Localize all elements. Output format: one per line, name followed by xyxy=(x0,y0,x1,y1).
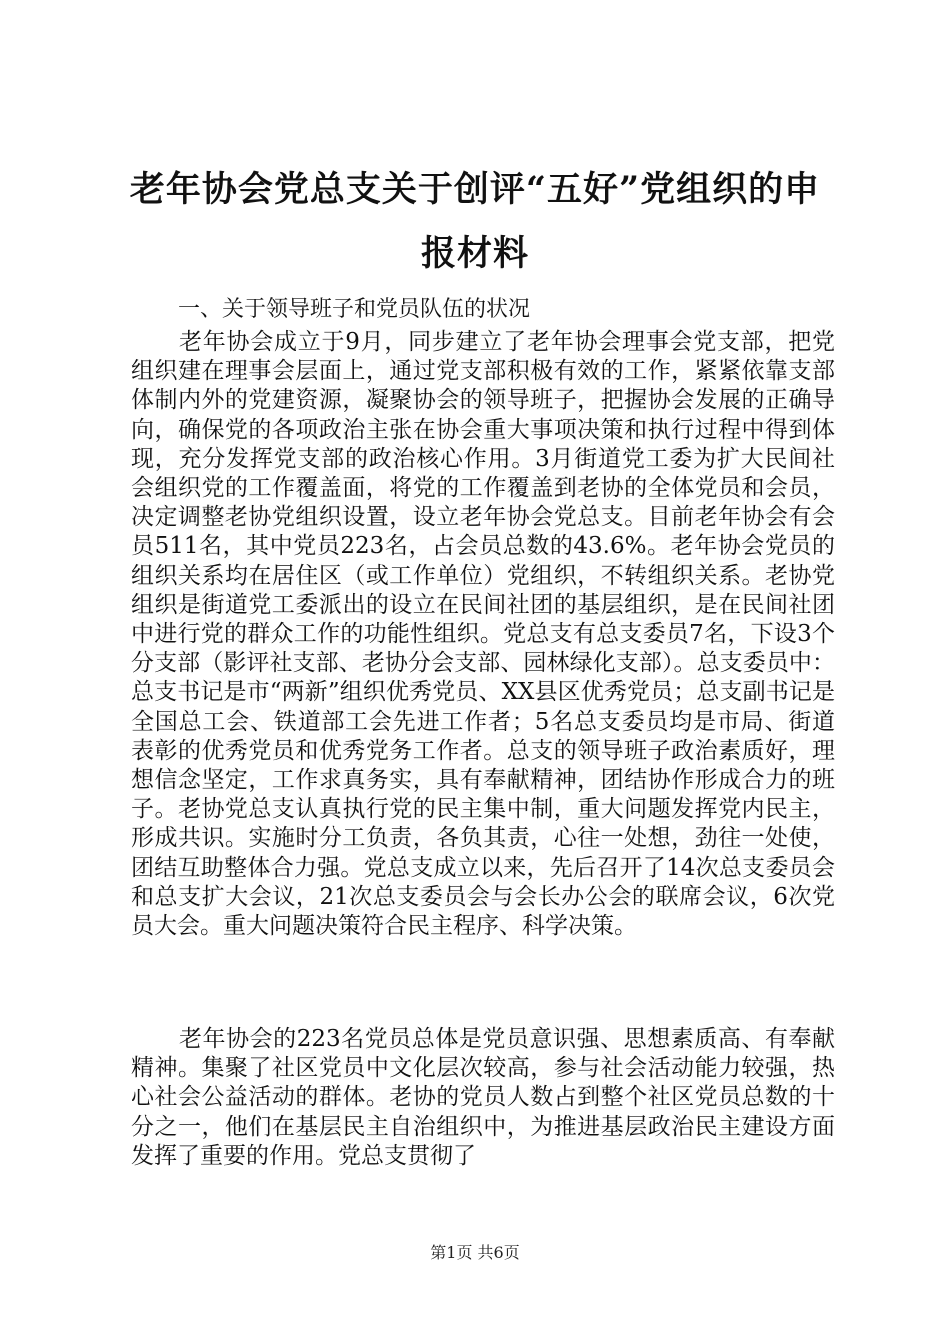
section-heading: 一、关于领导班子和党员队伍的状况 xyxy=(178,297,531,322)
page-footer: 第1页 共6页 xyxy=(430,1243,520,1262)
body-paragraph-2: 老年协会的223名党员总体是党员意识强、思想素质高、有奉献精神。集聚了社区党员中文化层次较高，参与社会活动能力较强，热心社会公益活动的群体。老协的党员人数占到整个社区党员总数的十分之一，他们在基层民主自治组织中，为推进基层政治民主建设方面发挥了重要的作用。党总支贯彻了 xyxy=(131,1026,835,1169)
document-title: 老年协会党总支关于创评“五好”党组织的申报材料 xyxy=(129,169,821,274)
body-paragraph-1: 老年协会成立于9月，同步建立了老年协会理事会党支部，把党组织建在理事会层面上，通过党支部积极有效的工作，紧紧依靠支部体制内外的党建资源，凝聚协会的领导班子，把握协会发展的正确导向，确保党的各项政治主张在协会重大事项决策和执行过程中得到体现，充分发挥党支部的政治核心作用。3月街道党工委为扩大民间社会组织党的工作覆盖面，将党的工作覆盖到老协的全体党员和会员，决定调整老协党组织设置，设立老年协会党总支。目前老年协会有会员511名，其中党员223名，占会员总数的43.6%。老年协会党员的组织关系均在居住区（或工作单位）党组织，不转组织关系。老协党组织是街道党工委派出的设立在民间社团的基层组织，是在民间社团中进行党的群众工作的功能性组织。党总支有总支委员7名，下设3个分支部（影评社支部、老协分会支部、园林绿化支部）。总支委员中：总支书记是市“两新”组织优秀党员、XX县区优秀党员；总支副书记是全国总工会、铁道部工会先进工作者；5名总支委员均是市局、街道表彰的优秀党员和优秀党务工作者。总支的领导班子政治素质好，理想信念坚定，工作求真务实，具有奉献精神，团结协作形成合力的班子。老协党总支认真执行党的民主集中制，重大问题发挥党内民主，形成共识。实施时分工负责，各负其责，心往一处想，劲往一处使，团结互助整体合力强。党总支成立以来，先后召开了14次总支委员会和总支扩大会议，21次总支委员会与会长办公会的联席会议，6次党员大会。重大问题决策符合民主程序、科学决策。 xyxy=(131,329,835,940)
